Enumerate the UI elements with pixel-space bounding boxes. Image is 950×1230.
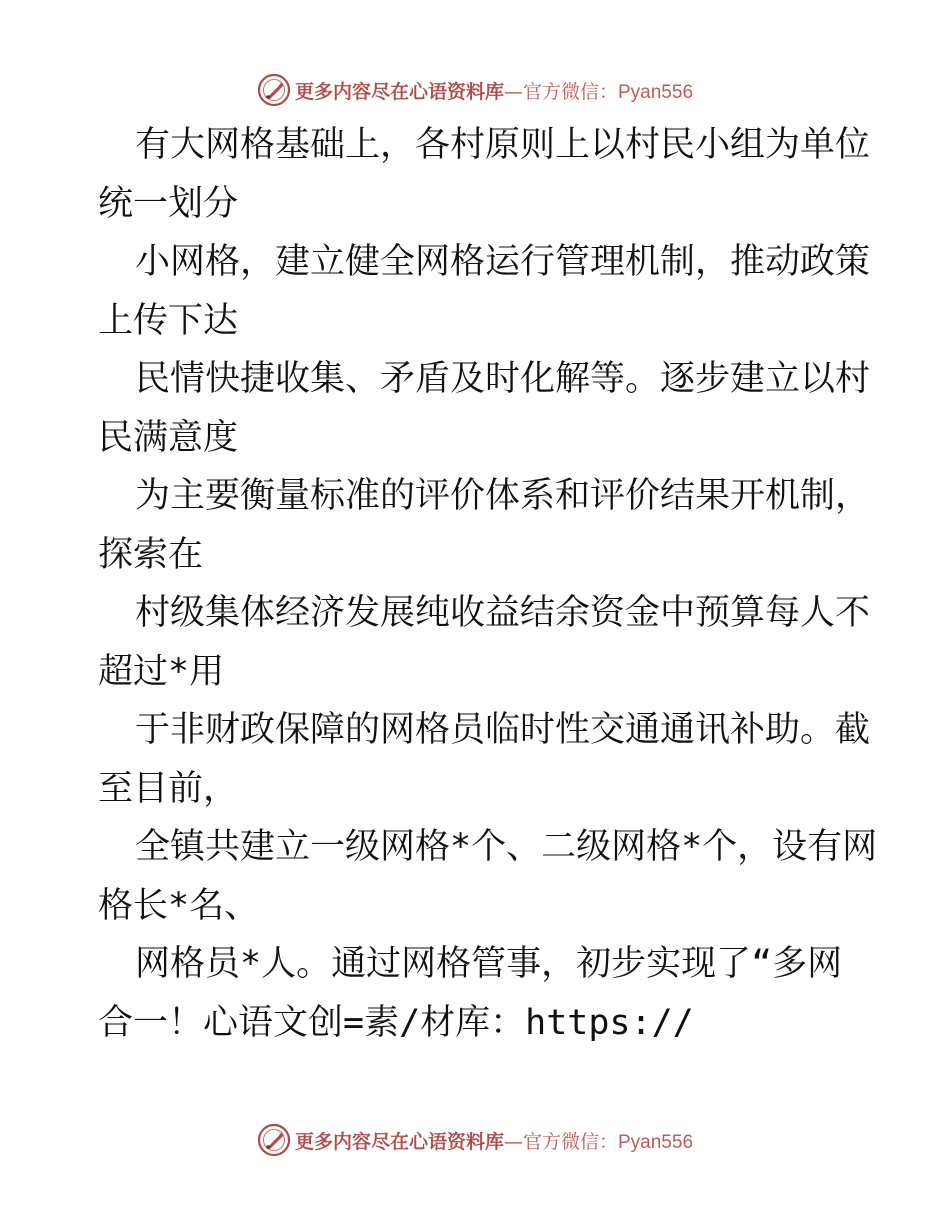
text-line: 超过*用 — [98, 651, 225, 692]
text-line: 上传下达 — [98, 300, 239, 341]
banner-text: 更多内容尽在心语资料库—官方微信：Pyan556 — [294, 1130, 694, 1153]
text-line: 民满意度 — [98, 417, 239, 458]
text-line: 格长*名、 — [98, 885, 260, 926]
text-line: 至目前， — [98, 768, 239, 809]
text-line: 探索在 — [98, 534, 204, 575]
text-line: 小网格，建立健全网格运行管理机制，推动政策 — [135, 242, 871, 282]
text-line: 有大网格基础上，各村原则上以村民小组为单位 — [135, 125, 871, 165]
footer-watermark-banner — [0, 1120, 950, 1160]
text-line: 民情快捷收集、矛盾及时化解等。逐步建立以村 — [135, 359, 871, 399]
text-line: 村级集体经济发展纯收益结余资金中预算每人不 — [135, 593, 871, 633]
quill-logo-icon — [257, 73, 291, 107]
text-line: 全镇共建立一级网格*个、二级网格*个，设有网 — [135, 827, 878, 867]
banner-text: 更多内容尽在心语资料库—官方微信：Pyan556 — [294, 80, 694, 103]
quill-logo-icon — [257, 1123, 291, 1157]
text-line: 于非财政保障的网格员临时性交通通讯补助。截 — [135, 710, 871, 750]
document-body — [98, 116, 878, 1052]
text-line: 为主要衡量标准的评价体系和评价结果开机制， — [135, 476, 871, 516]
text-line: 合一！心语文创=素/材库：https:// — [98, 1002, 694, 1043]
text-line: 统一划分 — [98, 183, 239, 224]
text-line: 网格员*人。通过网格管事，初步实现了“多网 — [135, 944, 843, 984]
header-watermark-banner — [0, 70, 950, 110]
